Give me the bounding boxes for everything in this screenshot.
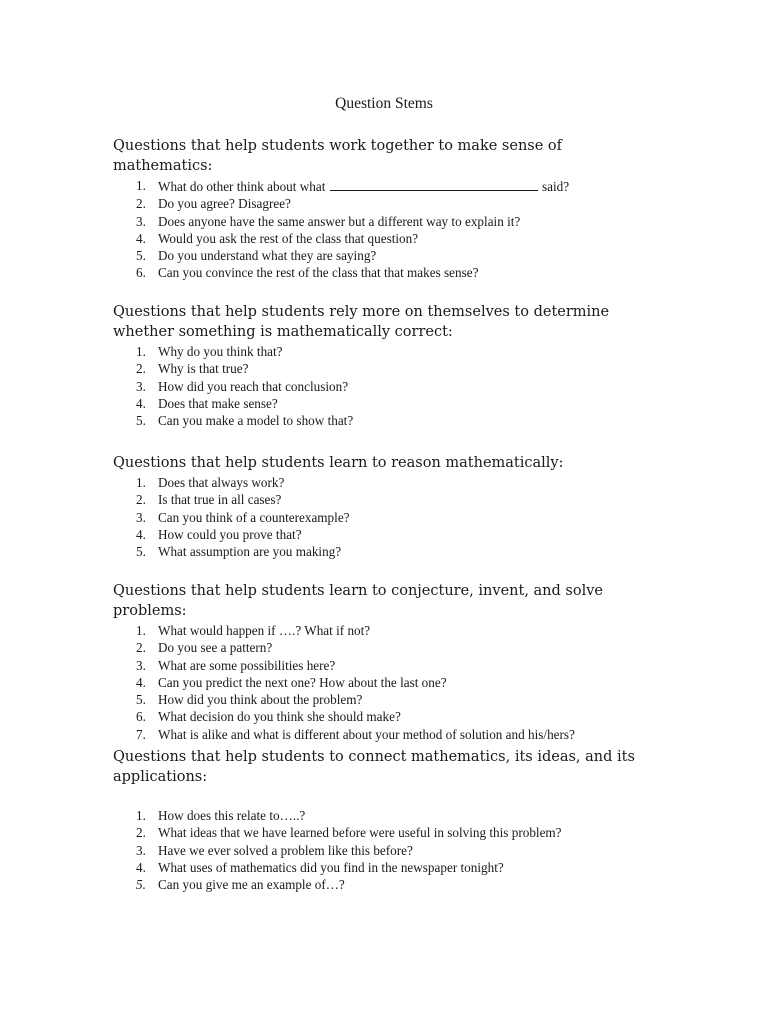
- item-text: What are some possibilities here?: [158, 657, 336, 673]
- item-number: 3.: [136, 842, 146, 858]
- item-number: 2.: [136, 361, 146, 377]
- item-text: Have we ever solved a problem like this before?: [158, 842, 413, 858]
- item-number: 2.: [136, 492, 146, 508]
- item-text: Can you convince the rest of the class that that makes sense?: [158, 265, 479, 281]
- section-make-sense: [113, 136, 653, 282]
- list-item: [113, 247, 653, 264]
- list-item: [113, 543, 653, 560]
- list-item: [113, 213, 653, 230]
- list-item: [113, 691, 653, 708]
- heading-line: problems:: [113, 603, 187, 619]
- list-item: [113, 195, 653, 212]
- list-item: [113, 824, 653, 841]
- item-number: 6.: [136, 709, 146, 725]
- section-heading: [113, 747, 653, 787]
- item-text: What ideas that we have learned before were useful in solving this problem?: [158, 825, 562, 841]
- section-reasoning: [113, 453, 653, 560]
- item-text: Does anyone have the same answer but a different way to explain it?: [158, 213, 521, 229]
- item-text: What assumption are you making?: [158, 544, 342, 560]
- item-text: How could you prove that?: [158, 526, 302, 542]
- section-self-reliance: [113, 302, 653, 429]
- item-number: 4.: [136, 526, 146, 542]
- item-text: Can you think of a counterexample?: [158, 509, 350, 525]
- item-text: Does that make sense?: [158, 395, 278, 411]
- list-item: [113, 726, 653, 743]
- question-list: [113, 622, 653, 743]
- section-conjecture: [113, 581, 653, 743]
- item-number: 6.: [136, 265, 146, 281]
- item-number: 5.: [136, 413, 146, 429]
- page-title: Question Stems: [335, 95, 433, 112]
- item-number: 1.: [136, 623, 146, 638]
- item-text: What is alike and what is different about your method of solution and his/hers?: [158, 726, 575, 742]
- item-text: Do you see a pattern?: [158, 640, 273, 656]
- question-list: [113, 807, 653, 893]
- item-text: What would happen if ….? What if not?: [158, 623, 371, 638]
- list-item: [113, 378, 653, 395]
- item-text: Can you predict the next one? How about the last one?: [158, 674, 447, 690]
- list-item: [113, 526, 653, 543]
- list-item: [113, 474, 653, 491]
- list-item: [113, 807, 653, 824]
- item-text: How did you think about the problem?: [158, 692, 363, 708]
- list-item: [113, 412, 653, 429]
- list-item: [113, 657, 653, 674]
- heading-line: Questions that help students learn to conjecture, invent, and solve: [113, 583, 603, 599]
- list-item: [113, 264, 653, 281]
- item-text: Do you understand what they are saying?: [158, 248, 377, 264]
- list-item: [113, 395, 653, 412]
- heading-line: whether something is mathematically correct:: [113, 324, 453, 340]
- heading-line: mathematics:: [113, 158, 213, 174]
- item-number: 7.: [136, 726, 146, 742]
- section-heading: [113, 136, 653, 176]
- item-number: 5.: [136, 248, 146, 264]
- item-number: 5.: [136, 544, 146, 560]
- question-list: [113, 177, 653, 282]
- item-number: 1.: [136, 475, 146, 490]
- list-item: [113, 859, 653, 876]
- item-number: 5.: [136, 692, 146, 708]
- section-heading: [113, 581, 653, 621]
- list-item: [113, 177, 653, 195]
- question-list: [113, 343, 653, 429]
- item-text: What decision do you think she should make?: [158, 709, 401, 725]
- item-text: Why do you think that?: [158, 344, 283, 359]
- list-item: [113, 674, 653, 691]
- item-number: 4.: [136, 674, 146, 690]
- section-heading: [113, 453, 653, 473]
- item-text: Would you ask the rest of the class that question?: [158, 230, 419, 246]
- heading-line: Questions that help students learn to reason mathematically:: [113, 455, 564, 471]
- item-number: 5.: [136, 877, 146, 893]
- list-item: [113, 509, 653, 526]
- item-text: Can you make a model to show that?: [158, 413, 354, 429]
- item-number: 3.: [136, 378, 146, 394]
- list-item: [113, 230, 653, 247]
- section-connections: [113, 747, 653, 893]
- question-list: [113, 474, 653, 560]
- item-text: What do other think about what: [158, 179, 326, 194]
- item-number: 3.: [136, 213, 146, 229]
- list-item: [113, 622, 653, 639]
- heading-line: applications:: [113, 769, 208, 785]
- item-number: 3.: [136, 509, 146, 525]
- item-text: Do you agree? Disagree?: [158, 196, 291, 212]
- heading-line: Questions that help students work together to make sense of: [113, 138, 563, 154]
- list-item: [113, 876, 653, 893]
- item-text: Why is that true?: [158, 361, 249, 377]
- heading-line: Questions that help students rely more on themselves to determine: [113, 304, 610, 320]
- item-number: 1.: [136, 344, 146, 359]
- item-text: Is that true in all cases?: [158, 492, 282, 508]
- section-heading: [113, 302, 653, 342]
- item-number: 4.: [136, 230, 146, 246]
- item-text: Does that always work?: [158, 475, 285, 490]
- list-item: [113, 343, 653, 360]
- item-number: 2.: [136, 825, 146, 841]
- list-item: [113, 360, 653, 377]
- item-number: 1.: [136, 808, 146, 823]
- item-number: 4.: [136, 859, 146, 875]
- list-item: [113, 708, 653, 725]
- list-item: [113, 842, 653, 859]
- item-text: Can you give me an example of…?: [158, 877, 345, 893]
- list-item: [113, 639, 653, 656]
- fill-in-blank: [330, 177, 538, 191]
- list-item: [113, 491, 653, 508]
- item-text: How does this relate to…..?: [158, 808, 306, 823]
- item-number: 3.: [136, 657, 146, 673]
- item-text: How did you reach that conclusion?: [158, 378, 349, 394]
- item-number: 2.: [136, 196, 146, 212]
- heading-line: Questions that help students to connect mathematics, its ideas, and its: [113, 749, 635, 765]
- item-number: 2.: [136, 640, 146, 656]
- item-text: What uses of mathematics did you find in the newspaper tonight?: [158, 859, 504, 875]
- item-text: said?: [538, 179, 570, 194]
- item-number: 4.: [136, 395, 146, 411]
- item-number: 1.: [136, 178, 146, 193]
